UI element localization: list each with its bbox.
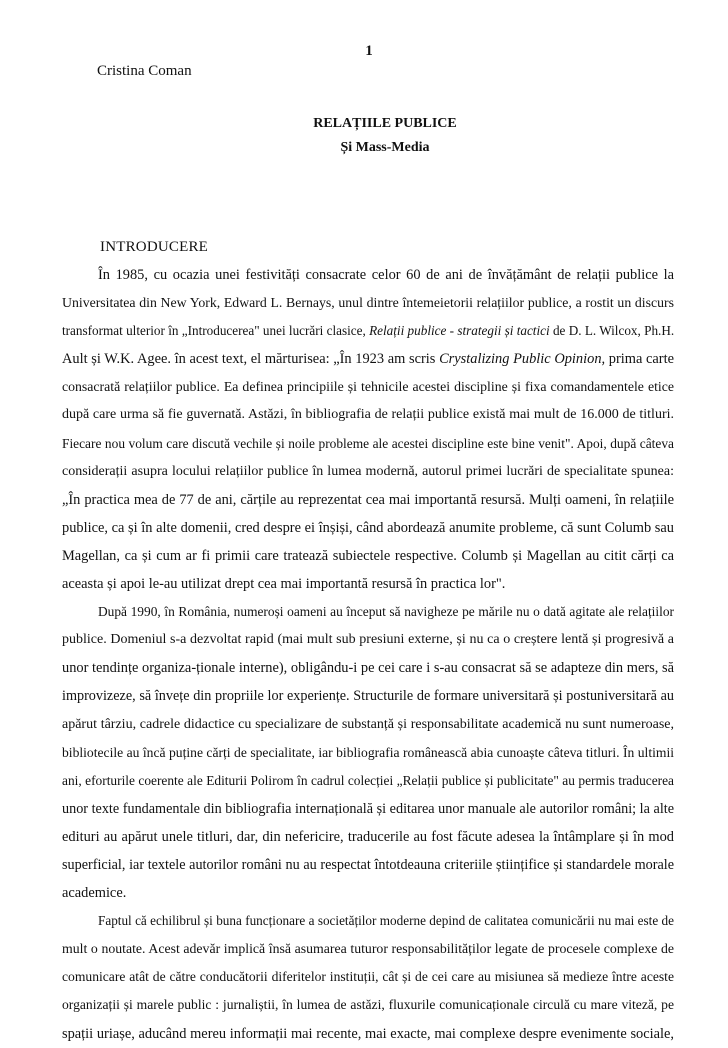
text-line: publice. Domeniul s-a dezvoltat rapid (mai mult sub presiuni externe, și nu ca o creștere lentă și progresivă a: [62, 632, 674, 648]
text-line: după care urma să fie guvernată. Astăzi, în bibliografia de relații publice există mai mult de 16.000 de titluri.: [62, 407, 674, 423]
text-line: comunicare atât de către conducătorii diferitelor instituții, cât și de cei care au misiunea să medieze între aceste: [62, 969, 674, 985]
book-title: Crystalizing Public Opinion,: [439, 351, 606, 368]
text-line: superficial, iar textele autorilor români nu au respectat întotdeauna criteriile științifice și standardele morale: [62, 856, 674, 873]
section-heading: INTRODUCERE: [100, 239, 209, 255]
text-line: aceasta și apoi le-au utilizat drept cea mai importantă resursă în practica lor".: [62, 576, 506, 593]
text-line: Universitatea din New York, Edward L. Bernays, unul dintre întemeietorii relațiilor publice, a rostit un discurs: [62, 295, 674, 311]
text-line: Magellan, ca și cum ar fi primii care tratează subiectele respective. Columb și Magellan au citit cărți ca: [62, 547, 674, 564]
text-line: transformat ulterior în „Introducerea" unei lucrări clasice, Relații publice - strategii și tactici de D. L. Wilcox, Ph.H.: [62, 323, 674, 339]
author-name: Cristina Coman: [97, 63, 192, 79]
text-line: considerații asupra locului relațiilor publice în lumea modernă, autorul primei lucrări de specialitate spunea:: [62, 463, 674, 479]
text-line: academice.: [62, 885, 127, 902]
book-title: Relații publice - strategii și tactici: [369, 323, 550, 339]
document-subtitle: Și Mass-Media: [340, 140, 430, 155]
text-line: După 1990, în România, numeroși oameni au început să navigheze pe mările nu o dată agitate ale relațiilor: [98, 604, 674, 620]
text-line: apărut târziu, cadrele didactice cu specializare de substanță și responsabilitate academică nu sunt numeroase,: [62, 716, 674, 732]
text-line: consacrată relațiilor publice. Ea definea principiile și tehnicile acestei discipline și fixa comandamentele etice: [62, 379, 674, 395]
text-line: Faptul că echilibrul și buna funcționare a societăților moderne depind de calitatea comunicării nu mai este de: [98, 913, 674, 929]
text-line: unor texte fundamentale din bibliografia internațională și editarea unor manuale ale autorilor români; la alte: [62, 800, 674, 817]
text-line: Fiecare nou volum care discută vechile și noile probleme ale acestei discipline este bine venit". Apoi, după câteva: [62, 435, 674, 451]
text-line: În 1985, cu ocazia unei festivități consacrate celor 60 de ani de învățământ de relații publice la: [98, 267, 674, 283]
text-line: organizații și marele public : jurnaliștii, în lumea de astăzi, fluxurile comunicaționale circulă cu mare viteză, pe: [62, 997, 674, 1013]
text-line: improvizeze, să învețe din propriile lor experiențe. Structurile de formare universitară și postuniversitară au: [62, 688, 674, 705]
text-line: publice, ca și în alte domenii, cred despre ei înșiși, când abordează anumite probleme, că sunt Columb sau: [62, 519, 674, 536]
text-line: ani, eforturile coerente ale Editurii Polirom în cadrul colecției „Relații publice și publicitate" au permis traducerea: [62, 772, 674, 788]
text-line: unor tendințe organiza-ționale interne), obligându-i pe cei care i s-au consacrat să se adapteze din mers, să: [62, 660, 674, 677]
text-line: „În practica mea de 77 de ani, cărțile au reprezentat cea mai importantă resursă. Mulți oameni, în relațiile: [62, 491, 674, 508]
text-line: spații uriașe, aducând mereu informații mai recente, mai exacte, mai complexe despre evenimente sociale,: [62, 1025, 674, 1042]
text-line: edituri au apărut unele titluri, dar, din nefericire, traducerile au fost făcute adesea la întâmplare și în mod: [62, 828, 674, 845]
document-title: RELAȚIILE PUBLICE: [313, 116, 457, 131]
body-text: [62, 261, 674, 1048]
text-line: Ault și W.K. Agee. în acest text, el mărturisea: „În 1923 am scris Crystalizing Public Opinion, prima carte: [62, 351, 674, 368]
text-line: mult o noutate. Acest adevăr implică însă asumarea tuturor responsabilităților legate de procesele complexe de: [62, 941, 674, 957]
text-line: bibliotecile au încă puține cărți de specialitate, iar bibliografia românească abia cunoaște câteva titluri. În ultimii: [62, 744, 674, 760]
page-number: 1: [365, 43, 373, 59]
